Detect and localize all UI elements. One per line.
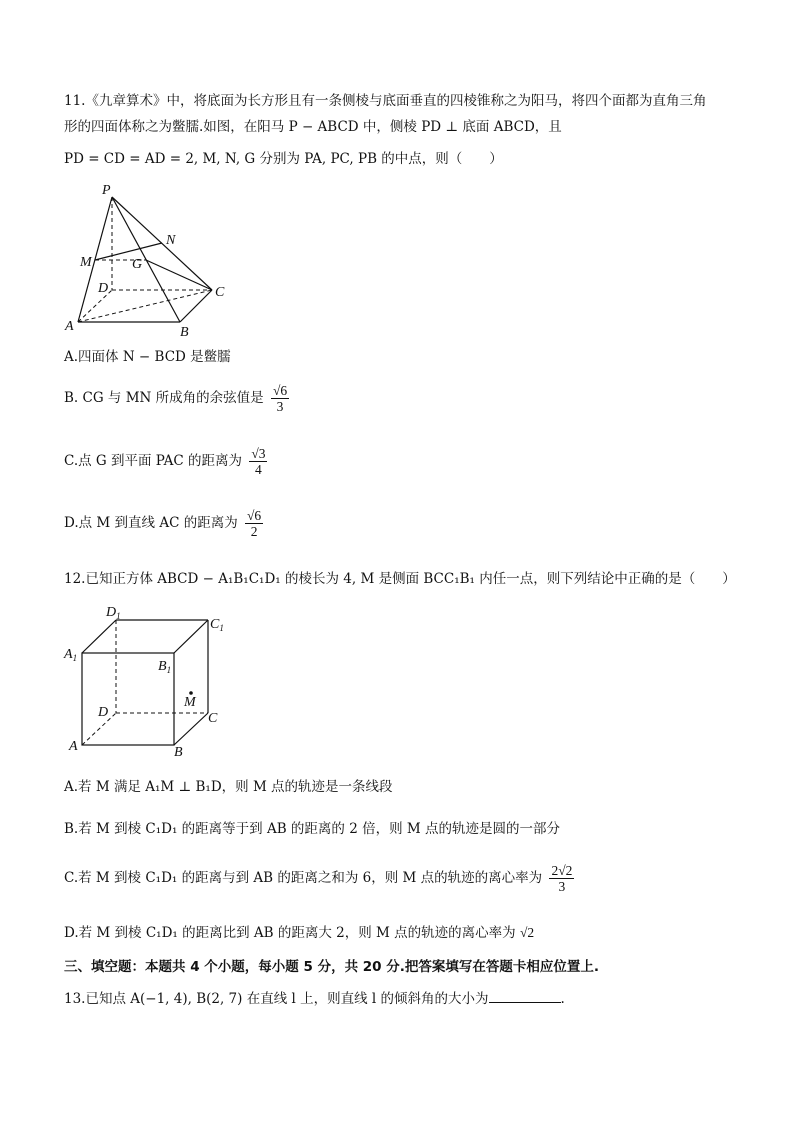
q12-option-b: B.若 M 到棱 C₁D₁ 的距离等于到 AB 的距离的 2 倍，则 M 点的轨迹是圆的一部分 xyxy=(64,821,561,837)
label-D1: $D_1$ xyxy=(106,605,121,621)
fraction-denominator: 2 xyxy=(250,524,258,539)
q12-line1: 12.已知正方体 ABCD − A₁B₁C₁D₁ 的棱长为 4, M 是侧面 BCC₁B₁ 内任一点，则下列结论中正确的是（ ） xyxy=(64,571,736,587)
q12-option-c xyxy=(64,863,574,894)
label-G: G xyxy=(132,257,143,272)
label-P: P xyxy=(102,183,111,198)
q11-option-d xyxy=(64,508,263,539)
q11-option-c xyxy=(64,446,267,477)
q12-option-d-text: D.若 M 到棱 C₁D₁ 的距离比到 AB 的距离大 2，则 M 点的轨迹的离心率为 xyxy=(64,925,516,941)
q12-option-c-fraction xyxy=(549,863,574,894)
fraction-denominator: 3 xyxy=(558,879,566,894)
q13-text: 13.已知点 A(−1, 4), B(2, 7) 在直线 l 上，则直线 l 的倾斜角的大小为 xyxy=(64,991,489,1007)
label-C1: $C_1$ xyxy=(210,617,224,633)
label-D: D xyxy=(98,281,109,296)
label-M: M xyxy=(184,695,196,710)
q12-option-d-value: √2 xyxy=(519,925,535,940)
q12-option-a: A.若 M 满足 A₁M ⊥ B₁D，则 M 点的轨迹是一条线段 xyxy=(64,779,393,795)
q11-line2: 形的四面体称之为鳖臑.如图，在阳马 P − ABCD 中，侧棱 PD ⊥ 底面 ABCD，且 xyxy=(64,119,562,135)
label-C: C xyxy=(208,711,218,726)
label-D: D xyxy=(98,705,109,720)
fraction-denominator: 4 xyxy=(255,462,262,477)
fraction-numerator: √6 xyxy=(247,508,262,523)
label-B: B xyxy=(180,325,189,340)
q11-option-c-fraction xyxy=(249,446,267,477)
label-M: M xyxy=(80,255,92,270)
q12-option-d xyxy=(64,924,534,942)
cube-figure xyxy=(60,598,230,760)
label-A1: $A_1$ xyxy=(64,647,78,663)
answer-blank[interactable] xyxy=(489,990,561,1003)
fraction-denominator: 3 xyxy=(276,399,284,414)
q11-option-a: A.四面体 N − BCD 是鳖臑 xyxy=(64,349,231,365)
q11-line3: PD = CD = AD = 2, M, N, G 分别为 PA, PC, PB 的中点，则（ ） xyxy=(64,151,503,167)
q12-option-c-text: C.若 M 到棱 C₁D₁ 的距离与到 AB 的距离之和为 6，则 M 点的轨迹的离心率为 xyxy=(64,870,543,886)
label-C: C xyxy=(215,285,225,300)
label-N: N xyxy=(166,233,176,248)
section-3-header: 三、填空题：本题共 4 个小题，每小题 5 分，共 20 分.把答案填写在答题卡相应位置上. xyxy=(64,959,600,975)
label-A: A xyxy=(69,739,78,754)
fraction-numerator: √6 xyxy=(272,383,288,398)
q13-tail: . xyxy=(560,991,565,1007)
q11-option-b xyxy=(64,383,289,414)
fraction-numerator: 2√2 xyxy=(551,863,573,878)
q13-line xyxy=(64,990,565,1008)
q11-option-b-text: B. CG 与 MN 所成角的余弦值是 xyxy=(64,390,264,406)
q11-option-d-fraction xyxy=(245,508,263,539)
fraction-numerator: √3 xyxy=(251,446,266,461)
label-B: B xyxy=(174,745,183,760)
q11-option-b-fraction xyxy=(271,383,289,414)
q11-line1: 11.《九章算术》中，将底面为长方形且有一条侧棱与底面垂直的四棱锥称之为阳马，将四个面都为直角三角 xyxy=(64,93,707,109)
label-B1: $B_1$ xyxy=(158,659,172,675)
pyramid-figure xyxy=(60,180,240,340)
q11-option-c-text: C.点 G 到平面 PAC 的距离为 xyxy=(64,453,243,469)
label-A: A xyxy=(65,319,74,334)
q11-option-d-text: D.点 M 到直线 AC 的距离为 xyxy=(64,515,238,531)
